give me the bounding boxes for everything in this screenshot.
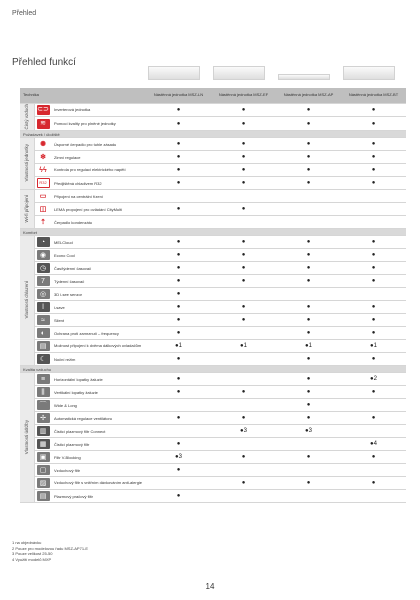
footnote: 4 Využití modelů MXP — [12, 556, 52, 562]
feature-mark — [146, 425, 211, 438]
feature-mark: ● — [146, 386, 211, 399]
table-row — [20, 249, 406, 262]
table-row — [20, 117, 406, 131]
feature-mark — [211, 399, 276, 412]
icon-cell — [34, 203, 51, 216]
feature-mark — [211, 327, 276, 340]
feature-mark: ● — [341, 262, 406, 275]
icon-cell — [34, 262, 51, 275]
feature-name: Týdenní časovač — [51, 275, 146, 288]
feature-mark: ● — [276, 399, 341, 412]
feature-mark: ● — [146, 464, 211, 477]
auto-fan-icon: ✢ — [37, 413, 50, 423]
feature-mark: ●2 — [341, 373, 406, 386]
feature-mark — [341, 216, 406, 229]
unit-image-1 — [148, 66, 200, 80]
feature-mark — [211, 216, 276, 229]
feature-mark: ● — [146, 288, 211, 301]
feature-name: Wide & Long — [51, 399, 146, 412]
group-label-text: Vlastnosti údržby — [24, 419, 30, 455]
table-row — [20, 412, 406, 425]
feature-mark: ● — [211, 275, 276, 288]
feature-mark: ● — [341, 249, 406, 262]
feature-mark: ●1 — [211, 340, 276, 353]
vertical-flap-icon: ⫼ — [37, 387, 50, 397]
table-row — [20, 464, 406, 477]
thermometer-icon: ǀ — [37, 302, 50, 312]
feature-mark — [146, 190, 211, 203]
feature-name: Předjištěná chladivem R32 — [51, 177, 146, 190]
feature-name: i-save — [51, 301, 146, 314]
icon-cell — [34, 288, 51, 301]
footnote: 2 Pouze pro modelovou řadu MSZ-AP71-E — [12, 545, 89, 551]
feature-name: 3D i-see senzor — [51, 288, 146, 301]
feature-mark: ● — [211, 386, 276, 399]
feature-mark — [276, 438, 341, 451]
sensor-icon: ◎ — [37, 289, 50, 299]
feature-name: Vzduchový filtr s vnitřním dávkováním anti-alergie — [51, 477, 146, 490]
feature-mark: ● — [146, 301, 211, 314]
icon-cell — [34, 477, 51, 490]
icon-cell — [34, 249, 51, 262]
feature-mark: ● — [276, 236, 341, 249]
feature-name: LEMA propojení pro ovládání CityMulti — [51, 203, 146, 216]
table-row — [20, 203, 406, 216]
feature-name: Čerpadlo kondenzátu — [51, 216, 146, 229]
feature-mark: ● — [341, 327, 406, 340]
multi-icon: ▤ — [37, 341, 50, 351]
table-row — [20, 425, 406, 438]
feature-mark: ● — [211, 203, 276, 216]
feature-mark: ● — [276, 353, 341, 366]
table-row — [20, 399, 406, 412]
icon-cell — [34, 451, 51, 464]
table-row — [20, 216, 406, 229]
feature-name: Čisticí plazmový filtr Connect — [51, 425, 146, 438]
section-title: Komfort — [20, 229, 406, 236]
feature-mark: ● — [146, 490, 211, 503]
feature-mark — [211, 353, 276, 366]
feature-name: Horizontální lopatky žaluzie — [51, 373, 146, 386]
feature-mark: ● — [211, 236, 276, 249]
feature-mark: ● — [276, 386, 341, 399]
feature-mark — [276, 190, 341, 203]
feature-mark: ● — [276, 327, 341, 340]
icon-cell — [34, 138, 51, 151]
feature-mark: ● — [211, 301, 276, 314]
feature-mark: ●3 — [146, 451, 211, 464]
table-row — [20, 164, 406, 177]
feature-mark: ● — [341, 314, 406, 327]
feature-mark — [341, 490, 406, 503]
feature-mark: ● — [276, 373, 341, 386]
feature-mark: ● — [276, 103, 341, 117]
table-row — [20, 490, 406, 503]
feature-table — [20, 88, 406, 503]
group-label — [20, 373, 34, 503]
plasma-filter-icon: ▥ — [37, 426, 50, 436]
pump-icon: ⇡ — [37, 217, 50, 227]
fan-icon: ✺ — [37, 139, 50, 149]
wifi-icon: ◔ — [37, 237, 50, 247]
table-row — [20, 301, 406, 314]
icon-cell — [34, 177, 51, 190]
section-title: Kvalita vzduchu — [20, 366, 406, 373]
feature-mark: ● — [276, 301, 341, 314]
group-label — [20, 236, 34, 366]
feature-mark — [211, 438, 276, 451]
feature-mark: ● — [211, 151, 276, 164]
plasma-quad-icon: ⊂⊃ — [37, 106, 49, 114]
feature-mark: ● — [211, 314, 276, 327]
feature-name: Filtr V-Blocking — [51, 451, 146, 464]
section-row — [20, 366, 406, 373]
group-label — [20, 103, 34, 131]
feature-mark — [146, 216, 211, 229]
table-row — [20, 373, 406, 386]
group-label-text: Vlastnosti jednotky — [24, 144, 30, 182]
icon-cell — [34, 314, 51, 327]
feature-mark: ● — [146, 275, 211, 288]
feature-mark: ● — [146, 103, 211, 117]
icon-cell — [34, 103, 51, 117]
weekly-timer-icon: 7 — [37, 276, 50, 286]
clock-icon: ◷ — [37, 263, 50, 273]
feature-name: Vzduchový filtr — [51, 464, 146, 477]
feature-mark: ● — [276, 117, 341, 131]
feature-mark — [341, 288, 406, 301]
table-row — [20, 353, 406, 366]
feature-mark — [211, 373, 276, 386]
feature-mark: ● — [211, 249, 276, 262]
feature-mark: ●3 — [276, 425, 341, 438]
feature-mark: ● — [341, 236, 406, 249]
wide-icon: ⌒ — [37, 400, 50, 410]
feature-mark — [341, 190, 406, 203]
page-number: 14 — [205, 582, 215, 591]
feature-mark: ● — [341, 117, 406, 131]
table-row — [20, 236, 406, 249]
washable-icon: ▤ — [37, 491, 50, 501]
horizontal-flap-icon: ≡ — [37, 374, 50, 384]
remote-icon: ▭ — [37, 191, 50, 201]
feature-header: Technika — [20, 88, 146, 103]
icon-cell — [34, 353, 51, 366]
feature-name: Econo Cool — [51, 249, 146, 262]
table-row — [20, 288, 406, 301]
feature-name: Automatická regulace ventilátoru — [51, 412, 146, 425]
icon-cell — [34, 190, 51, 203]
feature-mark: ● — [276, 314, 341, 327]
feature-mark — [341, 399, 406, 412]
feature-name: Pomocí kvality pro plněné jednotky — [51, 117, 146, 131]
footnote: 1 na objednávku — [12, 540, 42, 545]
feature-mark: ● — [341, 412, 406, 425]
feature-mark: ● — [341, 275, 406, 288]
clean-air-icon: ≋ — [37, 119, 50, 129]
v-blocking-icon: ▣ — [37, 452, 50, 462]
feature-mark — [341, 203, 406, 216]
feature-mark: ● — [276, 412, 341, 425]
feature-mark: ● — [146, 138, 211, 151]
table-row — [20, 438, 406, 451]
table-row — [20, 314, 406, 327]
section-row — [20, 229, 406, 236]
feature-mark: ● — [146, 249, 211, 262]
icon-cell — [34, 216, 51, 229]
feature-mark: ● — [146, 353, 211, 366]
feature-mark — [146, 399, 211, 412]
unit-image-3 — [278, 74, 330, 80]
feature-mark — [276, 490, 341, 503]
icon-cell — [34, 117, 51, 131]
feature-mark: ● — [211, 412, 276, 425]
unit-image-4 — [343, 66, 395, 80]
feature-mark: ● — [211, 477, 276, 490]
model-header: Nástěnná jednotka MSZ-LN — [146, 88, 211, 103]
feature-mark: ● — [341, 164, 406, 177]
group-label-text: Vlastnosti chlazení — [24, 281, 30, 319]
footnotes — [12, 540, 88, 562]
feature-mark: ● — [146, 117, 211, 131]
feature-mark — [341, 425, 406, 438]
feature-mark: ● — [276, 249, 341, 262]
feature-mark: ● — [211, 117, 276, 131]
feature-name: Vertikální lopatky žaluzie — [51, 386, 146, 399]
section-title: Požadavek / úložiště — [20, 131, 406, 138]
page-header: Přehled — [12, 10, 37, 17]
feature-mark — [276, 288, 341, 301]
feature-mark — [276, 203, 341, 216]
model-header: Nástěnná jednotka MSZ-BT — [341, 88, 406, 103]
icon-cell — [34, 464, 51, 477]
unit-image-2 — [213, 66, 265, 80]
antiallergy-icon: ▨ — [37, 478, 50, 488]
feature-mark: ● — [276, 275, 341, 288]
icon-cell — [34, 340, 51, 353]
feature-mark — [211, 464, 276, 477]
feature-mark: ● — [276, 151, 341, 164]
feature-mark: ●1 — [276, 340, 341, 353]
group-label-text: Wi-fi připojení — [24, 194, 30, 223]
page-title: Přehled funkcí — [12, 57, 76, 68]
unit-images — [0, 66, 420, 88]
icon-cell — [34, 151, 51, 164]
r32-icon: R32 — [37, 178, 50, 188]
filter-icon: ▦ — [37, 439, 50, 449]
table-row — [20, 275, 406, 288]
feature-mark: ● — [276, 164, 341, 177]
feature-name: Noční režim — [51, 353, 146, 366]
night-icon: ☾ — [37, 354, 50, 364]
feature-mark: ●1 — [341, 340, 406, 353]
feature-mark: ● — [341, 151, 406, 164]
feature-name: Plazmový pračový filtr — [51, 490, 146, 503]
table-row — [20, 477, 406, 490]
feature-mark: ● — [146, 177, 211, 190]
silent-icon: ≈ — [37, 315, 50, 325]
icon-cell — [34, 301, 51, 314]
feature-mark: ● — [341, 138, 406, 151]
feature-mark: ● — [276, 477, 341, 490]
feature-mark: ● — [146, 151, 211, 164]
feature-name: Úsporné čerpadlo pro tuhle zásadu — [51, 138, 146, 151]
table-row — [20, 138, 406, 151]
model-header: Nástěnná jednotka MSZ-AP — [276, 88, 341, 103]
feature-name: Inverterová jednotka — [51, 103, 146, 117]
model-header: Nástěnná jednotka MSZ-EF — [211, 88, 276, 103]
group-label — [20, 138, 34, 190]
feature-mark: ● — [276, 177, 341, 190]
table-row — [20, 151, 406, 164]
feature-mark: ● — [146, 236, 211, 249]
icon-cell — [34, 164, 51, 177]
icon-cell — [34, 438, 51, 451]
feature-name: MELCloud — [51, 236, 146, 249]
footnote: 3 Pouze velikost 25-50 — [12, 551, 53, 556]
feature-mark: ● — [276, 451, 341, 464]
feature-mark: ● — [146, 327, 211, 340]
icon-cell — [34, 399, 51, 412]
table-row — [20, 177, 406, 190]
feature-mark: ● — [146, 438, 211, 451]
icon-cell — [34, 490, 51, 503]
feature-name: Silent — [51, 314, 146, 327]
feature-mark — [341, 464, 406, 477]
icon-cell — [34, 373, 51, 386]
feature-mark: ● — [341, 177, 406, 190]
icon-cell — [34, 386, 51, 399]
feature-mark: ● — [341, 103, 406, 117]
feature-name: Ochrana proti zamrznutí – frequency — [51, 327, 146, 340]
feature-mark — [211, 190, 276, 203]
feature-mark: ● — [341, 386, 406, 399]
feature-name: Kontrola pro regulaci elektrického napětí — [51, 164, 146, 177]
feature-mark — [276, 216, 341, 229]
feature-mark: ● — [276, 262, 341, 275]
feature-mark: ● — [211, 164, 276, 177]
feature-mark — [211, 490, 276, 503]
feature-mark: ●4 — [341, 438, 406, 451]
snowflake-icon: ❄ — [37, 152, 50, 162]
deodor-icon: ▢ — [37, 465, 50, 475]
feature-mark: ● — [211, 451, 276, 464]
feature-mark: ● — [341, 301, 406, 314]
feature-name: Připojení na centrální řízení — [51, 190, 146, 203]
feature-mark: ● — [211, 262, 276, 275]
icon-cell — [34, 412, 51, 425]
feature-mark: ● — [211, 103, 276, 117]
table-row — [20, 103, 406, 117]
feature-mark: ● — [146, 164, 211, 177]
table-row — [20, 340, 406, 353]
group-label — [20, 190, 34, 229]
table-header-row — [20, 88, 406, 103]
lightning-icon: ϟϟ — [37, 165, 50, 175]
feature-mark: ● — [146, 314, 211, 327]
icon-cell — [34, 425, 51, 438]
feature-mark: ●3 — [211, 425, 276, 438]
feature-mark: ● — [341, 477, 406, 490]
feature-mark: ● — [146, 203, 211, 216]
network-icon: ◫ — [37, 204, 50, 214]
icon-cell — [34, 275, 51, 288]
icon-cell — [34, 327, 51, 340]
feature-name: Zimní regulace — [51, 151, 146, 164]
econo-cool-icon: ◉ — [37, 250, 50, 260]
feature-mark: ●1 — [146, 340, 211, 353]
feature-name: Čisticí plazmový filtr — [51, 438, 146, 451]
feature-mark: ● — [146, 262, 211, 275]
feature-name: Čas/týdenní časovač — [51, 262, 146, 275]
feature-mark: ● — [146, 373, 211, 386]
feature-mark — [211, 288, 276, 301]
table-row — [20, 262, 406, 275]
table-row — [20, 327, 406, 340]
feature-mark: ● — [211, 138, 276, 151]
table-row — [20, 190, 406, 203]
feature-mark: ● — [341, 353, 406, 366]
table-row — [20, 451, 406, 464]
icon-cell — [34, 236, 51, 249]
group-label-text: Čistý vzduch — [24, 103, 30, 130]
section-row — [20, 131, 406, 138]
presence-icon: ◐ — [37, 328, 50, 338]
feature-mark — [146, 477, 211, 490]
feature-mark: ● — [276, 138, 341, 151]
feature-name: Možnost připojení k dvěma dálkových ovladačům — [51, 340, 146, 353]
feature-mark: ● — [146, 412, 211, 425]
table-row — [20, 386, 406, 399]
feature-mark: ● — [211, 177, 276, 190]
feature-mark: ● — [341, 451, 406, 464]
feature-mark — [276, 464, 341, 477]
